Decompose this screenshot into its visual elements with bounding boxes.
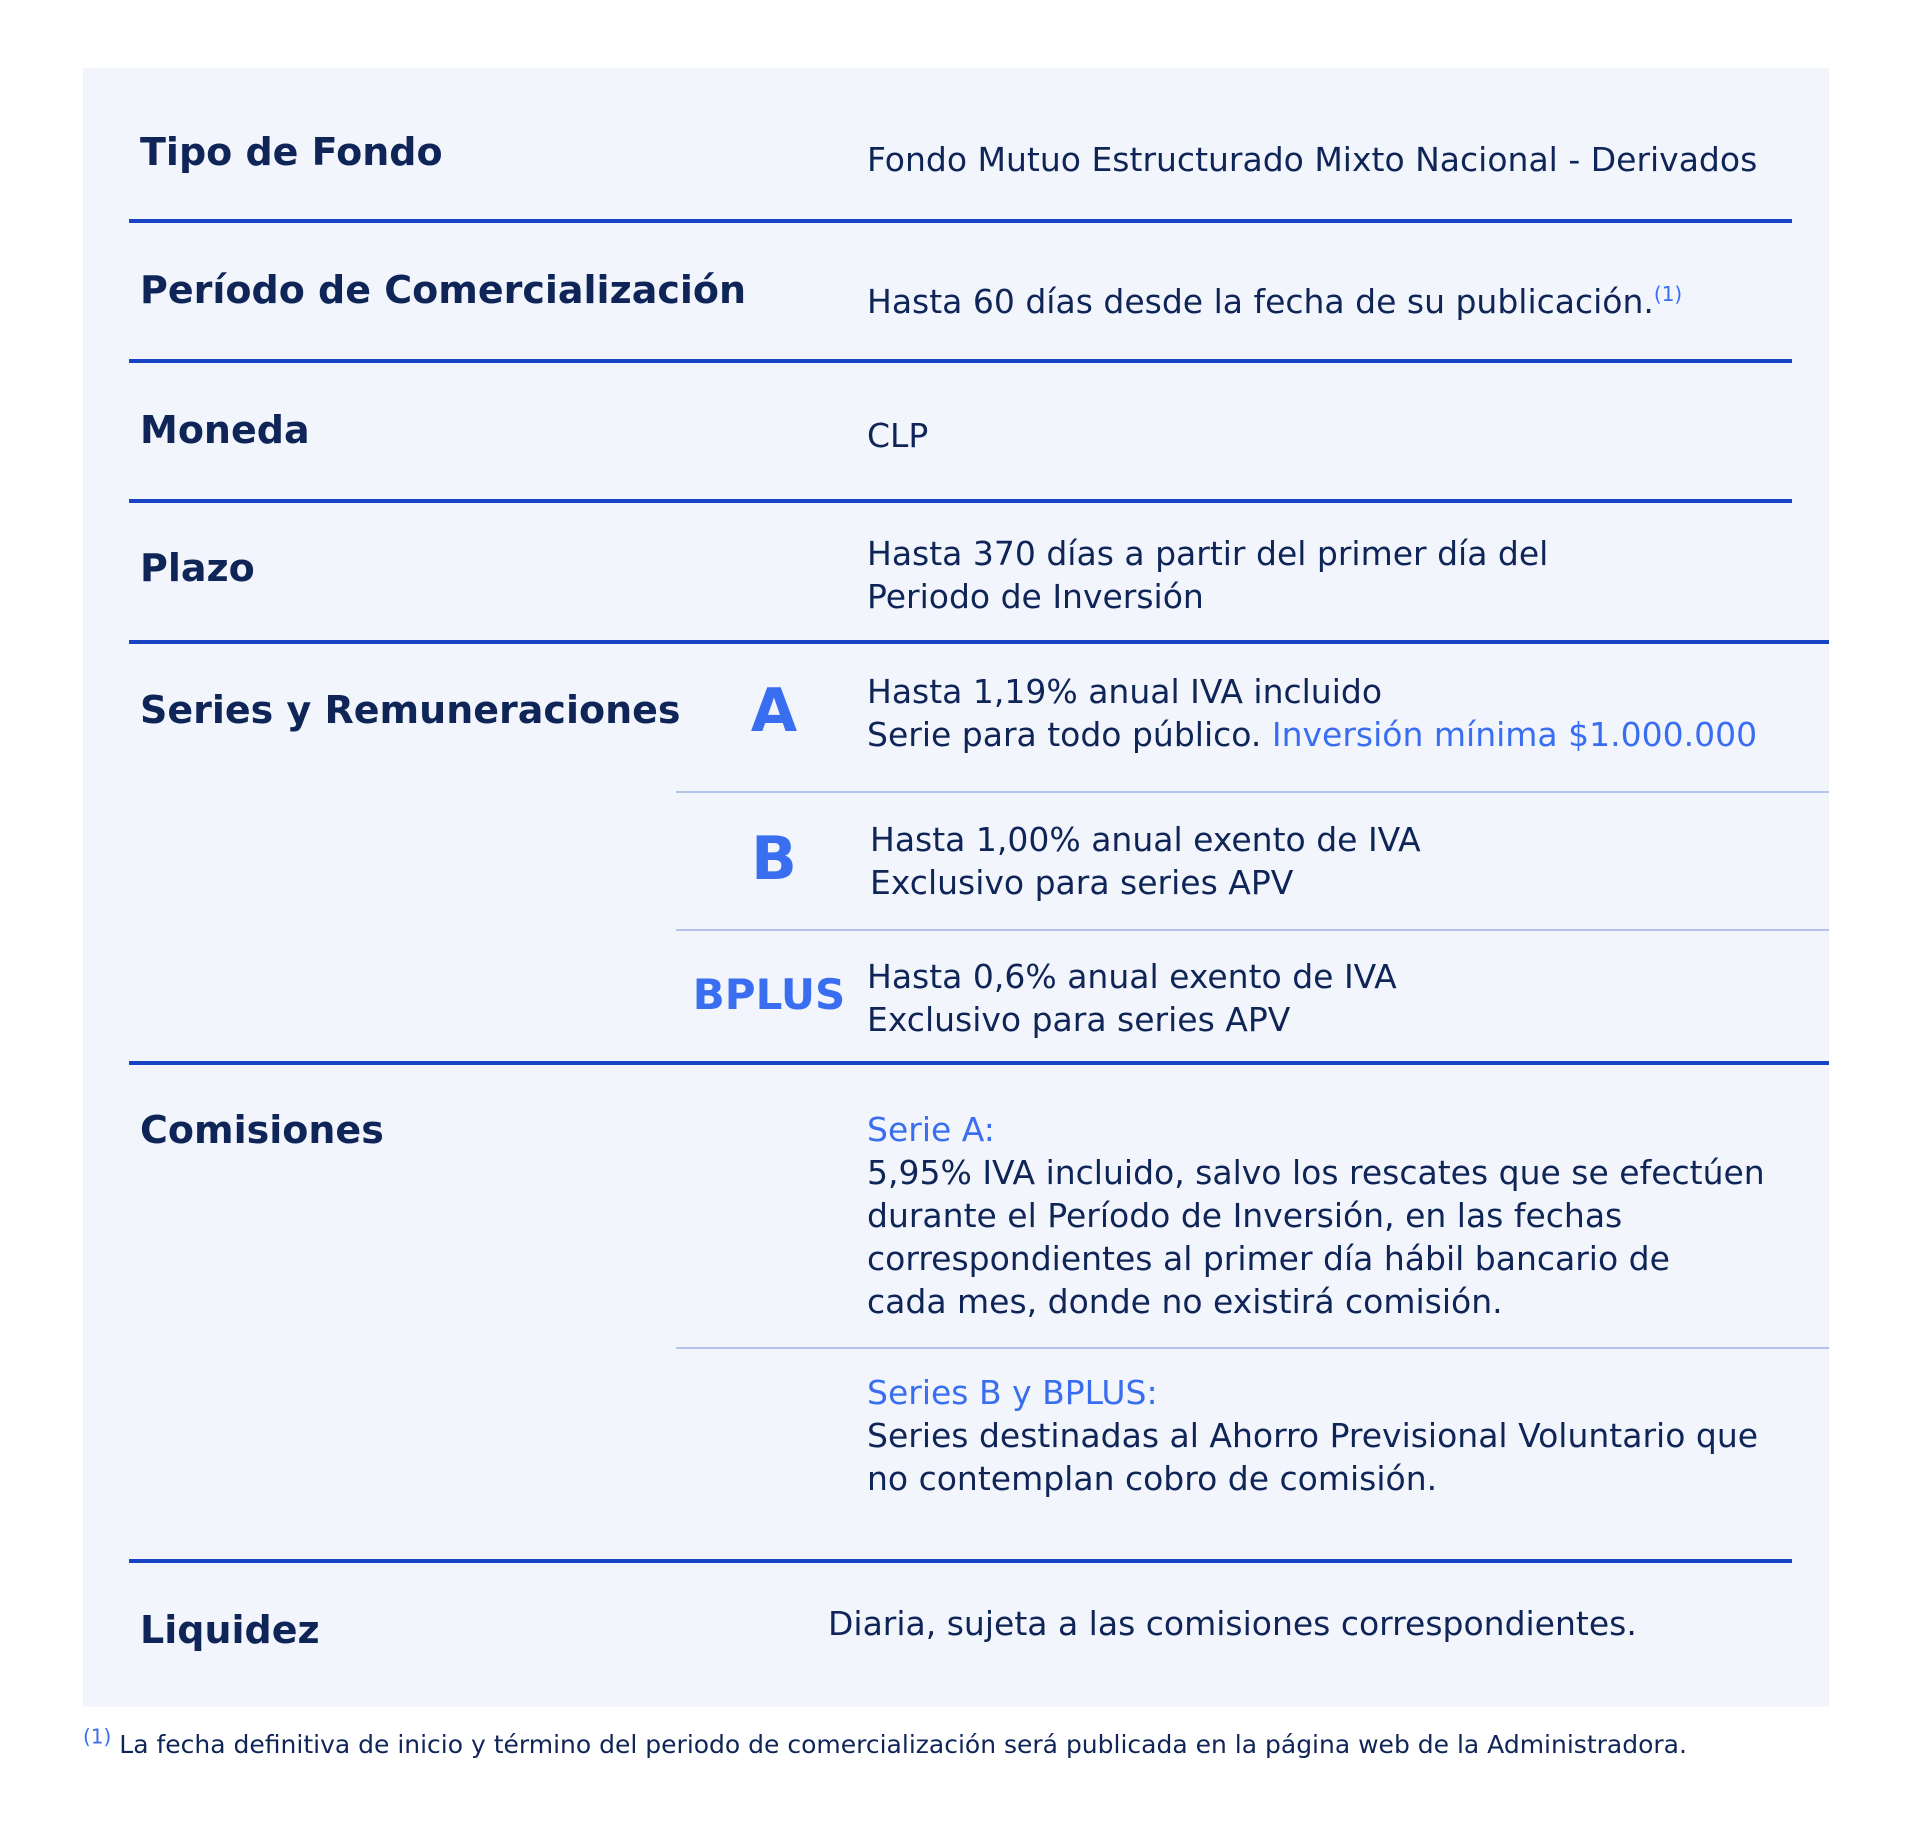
divider: [129, 1061, 1829, 1065]
series-code-a: A: [750, 676, 798, 746]
sub-divider: [676, 929, 1829, 931]
divider: [129, 359, 1792, 363]
series-code-bplus: BPLUS: [692, 970, 846, 1019]
plazo-value-line2: Periodo de Inversión: [867, 577, 1204, 616]
periodo-value-text: Hasta 60 días desde la fecha de su publicación.: [867, 282, 1654, 321]
series-b-line1: Hasta 1,00% anual exento de IVA: [870, 820, 1421, 859]
footnote: [83, 1724, 1687, 1759]
sub-divider: [676, 1347, 1829, 1349]
comision-serie-a-line: durante el Período de Inversión, en las fechas: [867, 1196, 1623, 1235]
footnote-text: La fecha definitiva de inicio y término del periodo de comercialización será publicada en la página web de la Administradora.: [119, 1730, 1687, 1759]
series-b-line2: Exclusivo para series APV: [870, 863, 1294, 902]
series-a-line1: Hasta 1,19% anual IVA incluido: [867, 672, 1383, 711]
plazo-label: Plazo: [140, 546, 255, 590]
series-a-desc: Serie para todo público.: [867, 715, 1262, 754]
sub-divider: [676, 791, 1829, 793]
divider: [129, 219, 1792, 223]
comision-serie-a-line: cada mes, donde no existirá comisión.: [867, 1282, 1503, 1321]
periodo-value: [867, 280, 1682, 323]
series-label: Series y Remuneraciones: [140, 688, 681, 732]
comision-series-b-heading: Series B y BPLUS:: [867, 1373, 1158, 1412]
liquidez-value: Diaria, sujeta a las comisiones correspondientes.: [828, 1604, 1637, 1643]
series-a-min-investment: Inversión mínima $1.000.000: [1271, 715, 1758, 754]
comision-serie-a-heading: Serie A:: [867, 1110, 995, 1149]
footnote-marker: (1): [83, 1724, 112, 1749]
series-code-b: B: [751, 824, 797, 894]
comisiones-label: Comisiones: [140, 1108, 384, 1152]
moneda-label: Moneda: [140, 408, 310, 452]
moneda-value: CLP: [867, 416, 929, 455]
liquidez-label: Liquidez: [140, 1608, 320, 1652]
footnote-ref: (1): [1653, 282, 1683, 306]
comision-series-b-line: no contemplan cobro de comisión.: [867, 1459, 1438, 1498]
series-a-line2: [867, 713, 1757, 756]
periodo-label: Período de Comercialización: [140, 268, 747, 312]
divider: [129, 640, 1829, 644]
fund-info-panel: [83, 68, 1829, 1707]
series-bplus-line1: Hasta 0,6% anual exento de IVA: [867, 957, 1397, 996]
comision-serie-a-line: 5,95% IVA incluido, salvo los rescates que se efectúen: [867, 1153, 1765, 1192]
divider: [129, 1559, 1792, 1563]
plazo-value-line1: Hasta 370 días a partir del primer día del: [867, 534, 1549, 573]
series-bplus-line2: Exclusivo para series APV: [867, 1000, 1291, 1039]
divider: [129, 499, 1792, 503]
comision-serie-a-line: correspondientes al primer día hábil bancario de: [867, 1239, 1670, 1278]
tipo-label: Tipo de Fondo: [140, 130, 443, 174]
tipo-value: Fondo Mutuo Estructurado Mixto Nacional - Derivados: [867, 140, 1758, 179]
comision-series-b-line: Series destinadas al Ahorro Previsional Voluntario que: [867, 1416, 1759, 1455]
